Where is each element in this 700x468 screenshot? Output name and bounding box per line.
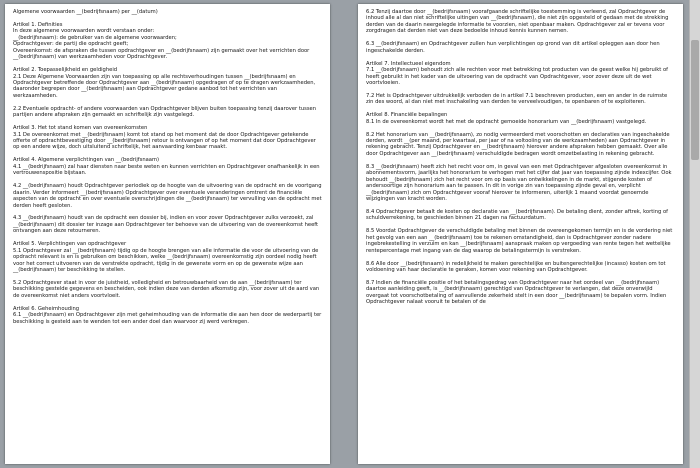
document-paragraph: Artikel 8. Financiële bepalingen 8.1 In de overeenkomst wordt het met de opdracht gemoeide honorarium van __(bedrijfsnaam) vastgelegd. — [366, 112, 647, 125]
document-paragraph: Artikel 6. Geheimhouding 6.1 __(bedrijfsnaam) en Opdrachtgever zijn met geheimhouding van de informatie die aan hen door de wederpartij ter beschikking is gesteld aan te wenden tot een ander doel dan waarvoor zij werd verkregen. — [13, 305, 322, 325]
document-paragraph: 8.3 __(bedrijfsnaam) heeft zich het recht voor om, in geval van een met Opdrachtgever afgesloten overeenkomst in abonnementsvorm, jaarlijks het honorarium te verhogen met het cijfer dat jaar van toepassing zijnde indexcijfer. Ook behoudt __(bedrijfsnaam) zich het recht voor om op basis van ontwikkelingen in de markt, stijgende kosten of andersoortige zijn honorarium aan te passen. In dit in vorige zin van toepassing zijnde geval en, verplicht __(bedrijfsnaam) zich om Opdrachtgever vooraf hierover te informeren, uiterlijk 1 maand voordat genoemde wijzigingen van kracht worden. — [366, 163, 672, 203]
document-paragraph: Artikel 3. Het tot stand komen van overeenkomsten 3.1 De overeenkomst met __(bedrijfsnaam) komt tot stand op het moment dat de door Opdrachtgever getekende offerte of opdrachtbevestiging door __(bedrijfsnaam) retour is ontvangen of op het moment dat door Opdrachtgever op een andere wijze, doch uitsluitend schriftelijk, het aanvaarding kenbaar maakt. — [13, 125, 316, 151]
document-paragraph: 4.3 __(bedrijfsnaam) houdt van de opdracht een dossier bij, indien en voor zover Opdrachtgever zulks verzoekt, zal __(bedrijfsnaam) dit dossier ter inzage aan Opdrachtgever ter behoeve van de uitvoering van de overeenkomst heeft ontvangen aan deze retourneren. — [13, 215, 319, 235]
document-paragraph: 4.2 __(bedrijfsnaam) houdt Opdrachtgever periodiek op de hoogte van de uitvoering van de opdracht en de voortgang daarin. Verder informeert __(bedrijfsnaam) Opdrachtgever over eventuele veranderingen omtrent de financiële aspecten van de opdracht en over eventuele overschrijdingen die __(bedrijfsnaam) ter vervulling van de opdracht met derden heeft gesloten. — [13, 183, 322, 209]
document-paragraph: Artikel 7. Intellectueel eigendom 7.1 __(bedrijfsnaam) behoudt zich alle rechten voor met betrekking tot producten van de geest welke hij gebruikt of heeft gebruikt in het kader van de uitvoering van de opdracht van Opdrachtgever, voor zover deze uit de wet voortvloeien. — [366, 60, 668, 86]
document-paragraph: 6.2 Tenzij daartoe door __(bedrijfsnaam) voorafgaande schriftelijke toestemming is verleend, zal Opdrachtgever de inhoud alle al dan niet schriftelijke uitingen van __(bedrijfsnaam), die niet zijn opgesteld of gedaan met de strekking derden van de daarin neergelegde informatie te voorzien, niet openbaar maken. Opdrachtgever zal er tevens voor zorgdragen dat derden niet van deze bedoelde inhoud kennis kunnen nemen. — [366, 9, 669, 35]
document-paragraph: 8.4 Opdrachtgever betaalt de kosten op declaratie van __(bedrijfsnaam). De betaling dient, zonder aftrek, korting of schuldverrekening, te geschieden binnen 21 dagen na factuurdatum. — [366, 208, 668, 222]
document-paragraph: Artikel 4. Algemene verplichtingen van __(bedrijfsnaam) 4.1 __(bedrijfsnaam) zal haar diensten naar beste weten en kunnen verrichten en Opdrachtgever onafhankelijk in een vertrouwenspositie bijstaan. — [13, 157, 320, 177]
document-page-right — [358, 4, 683, 464]
document-paragraph: 5.2 Opdrachtgever staat in voor de juistheid, volledigheid en betrouwbaarheid van de aan __(bedrijfsnaam) ter beschikking gestelde gegevens en bescheiden, ook indien deze van derden afkomstig zijn, voor zover uit de aard van de overeenkomst niet anders voortvloeit. — [13, 279, 320, 299]
document-paragraph: 6.3 __(bedrijfsnaam) en Opdrachtgever zullen hun verplichtingen op grond van dit artikel opleggen aan door hen ingeschakelde derden. — [366, 41, 660, 54]
document-paragraph: Artikel 1. Definities In deze algemene voorwaarden wordt verstaan onder: __(bedrijfsnaam): de gebruiker van de algemene voorwaarden; Opdrachtgever: de partij die opdracht geeft; Overeenkomst: de afspraken die tussen opdrachtgever en __(bedrijfsnaam) zijn gemaakt over het verrichten door __(bedrijfsnaam) van werkzaamheden voor Opdrachtgever. — [13, 21, 310, 61]
document-paragraph: 8.6 Alle door __(bedrijfsnaam) in redelijkheid te maken gerechtelijke en buitengerechtelijke (incasso) kosten om tot voldoening van haar declaratie te geraken, komen voor rekening van Opdrachtgever. — [366, 260, 666, 273]
document-paragraph: 2.2 Eventuele opdracht- of andere voorwaarden van Opdrachtgever blijven buiten toepassing tenzij daarover tussen partijen andere afspraken zijn gemaakt en schriftelijk zijn vastgelegd. — [13, 105, 317, 119]
document-paragraph: 7.2 Het is Opdrachtgever uitdrukkelijk verboden de in artikel 7.1 beschreven producten, een en ander in de ruimste zin des woord, al dan niet met inschakeling van derden te verveelvoudigen, te openbaren of te exploiteren. — [366, 92, 668, 106]
document-paragraph: 8.2 Het honorarium van __(bedrijfsnaam), zo nodig vermeerderd met voorschotten en declaraties van ingeschakelde derden, wordt __(per maand, per kwartaal, per jaar of na voltooiing van de werkzaamheden) aan Opdrachtgever in rekening gebracht. Tenzij Opdrachtgever en __(bedrijfsnaam) hierover andere afspraken hebben gemaakt. Over alle door Opdrachtgever aan __(bedrijfsnaam) verschuldigde bedragen wordt omzetbelasting in rekening gebracht. — [366, 131, 670, 157]
document-paragraph: 8.5 Voordat Opdrachtgever de verschuldigde betaling met binnen de overeengekomen termijn en is de vordering niet het gevolg van een aan __(bedrijfsnaam) toe te rekenen omstandigheid, dan is Opdrachtgever zonder nadere ingebrekestelling in verzuim en kan __(bedrijfsnaam) aanspraak maken op vergoeding van rente tegen het wettelijke rentepercentage met ingang van de dag waarop de betalingstermijn is verstreken. — [366, 228, 673, 254]
document-paragraph: 8.7 Indien de financiële positie of het betalingsgedrag van Opdrachtgever naar het oordeel van __(bedrijfsnaam) daartoe aanleiding geeft, is __(bedrijfsnaam) gerechtigd van Opdrachtgever te verlangen, dat deze onverwijld overgaat tot voorschotbetaling of aanvullende zekerheid stelt in een door __(bedrijfsnaam) te bepalen vorm. Indien Opdrachtgever nalaat vooruit te betalen of de — [366, 279, 667, 306]
document-paragraph: Artikel 5. Verplichtingen van opdrachtgever 5.1 Opdrachtgever zal __(bedrijfsnaam) tijdig op de hoogte brengen van alle informatie die voor de uitvoering van de opdracht relevant is en is gebruiken om beschikken, welke __(bedrijfsnaam) overeenkomstig zijn oordeel nodig heeft voor het correct uitvoeren van de verstrekte opdracht, tijdig in de gewenste vorm en op de gewenste wijze aan __(bedrijfsnaam) ter beschikking te stellen. — [13, 241, 319, 273]
document-paragraph: Artikel 2. Toepasselijkheid en geldigheid 2.1 Deze Algemene Voorwaarden zijn van toepassing op alle rechtsverhoudingen tussen __(bedrijfsnaam) en Opdrachtgever betreffende door Opdrachtgever aan __(bedrijfsnaam) opgedragen of op te dragen werkzaamheden, daaronder begrepen door __(bedrijfsnaam) aan Opdrachtgever gedane aanbod tot het verrichten van werkzaamheden. — [13, 67, 316, 99]
left-page-body — [13, 22, 322, 325]
document-page-left — [5, 4, 330, 464]
vertical-scrollbar[interactable] — [689, 0, 700, 468]
document-title: Algemene voorwaarden __(bedrijfsnaam) per __(datum) — [13, 9, 158, 15]
right-page-body — [366, 9, 675, 306]
scrollbar-thumb[interactable] — [691, 40, 699, 160]
